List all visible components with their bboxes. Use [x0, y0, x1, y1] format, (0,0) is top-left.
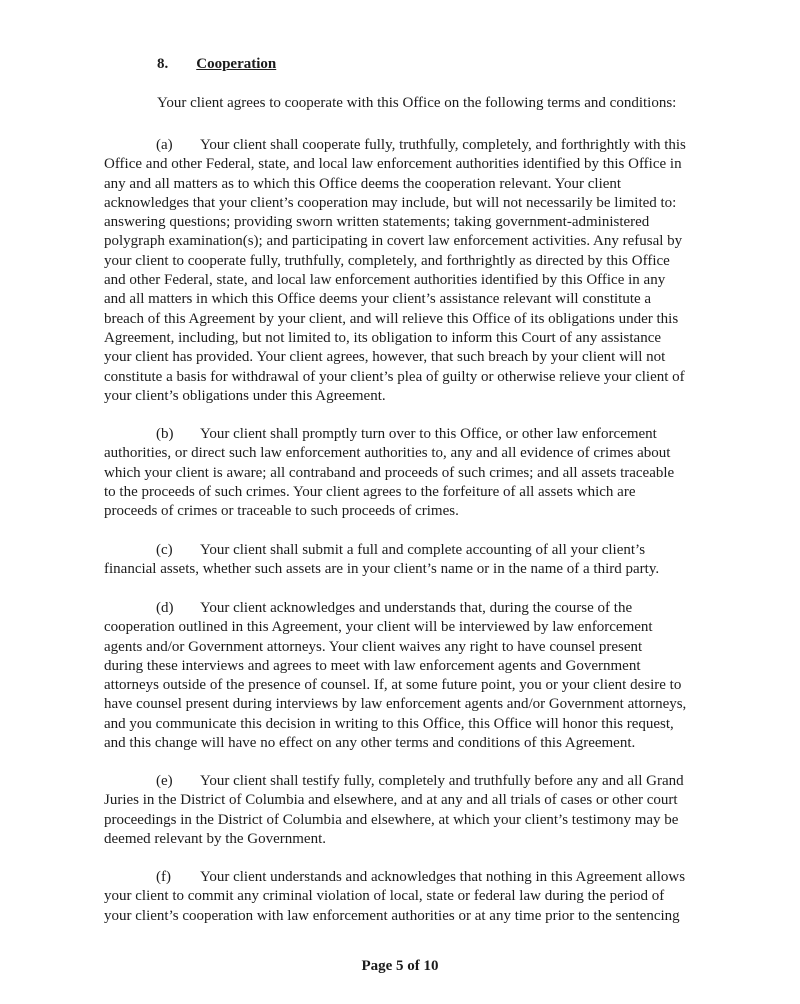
- paragraph-line: Your client understands and acknowledges that nothing in this Agreement allows: [200, 869, 686, 885]
- paragraph-f: [104, 868, 744, 926]
- paragraph-line: agents and/or Government attorneys. Your client waives any right to have counsel present: [104, 638, 643, 655]
- section-heading: [157, 56, 276, 73]
- paragraph-label: (c): [156, 542, 173, 558]
- paragraph-line: constitute a basis for withdrawal of your client’s plea of guilty or otherwise relieve your client of: [104, 368, 685, 385]
- paragraph-label: (f): [156, 869, 171, 885]
- paragraph-line: your client to cooperate fully, truthfully, completely, and forthrightly as directed by this Office: [104, 252, 670, 269]
- paragraph-line: and you communicate this decision in writing to this Office, this Office will honor this request,: [104, 715, 674, 732]
- paragraph-line: Your client shall cooperate fully, truthfully, completely, and forthrightly with this: [200, 137, 686, 153]
- paragraph-line: and all matters in which this Office deems your client’s assistance relevant will constitute a: [104, 291, 652, 308]
- paragraph-line: polygraph examination(s); and participating in covert law enforcement activities. Any refusal by: [104, 233, 683, 250]
- paragraph-line: and other Federal, state, and local law enforcement authorities identified by this Office in any: [104, 272, 666, 289]
- paragraph-line: Your client shall promptly turn over to this Office, or other law enforcement: [200, 426, 657, 442]
- paragraph-line: answering questions; providing sworn written statements; taking government-administered: [104, 214, 650, 231]
- paragraph-line: Agreement, including, but not limited to, its obligation to inform this Court of any assistance: [104, 329, 662, 346]
- paragraph-e: [104, 772, 744, 849]
- section-title: Cooperation: [196, 56, 277, 72]
- paragraph-line: to the proceeds of such crimes. Your client agrees to the forfeiture of all assets which are: [104, 483, 636, 500]
- paragraph-line: which your client is aware; all contraband and proceeds of such crimes; and all assets traceable: [104, 464, 675, 481]
- section-number: 8.: [157, 56, 169, 72]
- paragraph-line: deemed relevant by the Government.: [104, 830, 326, 847]
- page-number-footer: Page 5 of 10: [361, 958, 439, 974]
- section-intro: Your client agrees to cooperate with this Office on the following terms and conditions:: [157, 95, 677, 111]
- paragraph-line: acknowledges that your client’s cooperation may include, but will not necessarily be limited to:: [104, 194, 677, 211]
- paragraph-line: your client to commit any criminal violation of local, state or federal law during the period of: [104, 888, 665, 905]
- paragraph-label: (b): [156, 426, 174, 442]
- paragraph-line: proceeds of crimes or traceable to such proceeds of crimes.: [104, 503, 459, 520]
- paragraph-label: (e): [156, 773, 173, 789]
- paragraph-line: have counsel present during interviews by law enforcement agents and/or Government attorneys,: [104, 696, 687, 713]
- paragraph-line: Office and other Federal, state, and local law enforcement authorities identified by this Office in: [104, 156, 682, 173]
- paragraph-b: [104, 425, 744, 521]
- paragraph-line: attorneys outside of the presence of counsel. If, at some future point, you or your client desire to: [104, 677, 682, 694]
- paragraph-line: Your client shall testify fully, completely and truthfully before any and all Grand: [200, 773, 684, 789]
- paragraph-line: your client has provided. Your client agrees, however, that such breach by your client will not: [104, 349, 666, 366]
- paragraph-line: your client’s obligations under this Agreement.: [104, 387, 386, 404]
- paragraph-d: [104, 599, 744, 753]
- paragraph-line: your client’s cooperation with law enforcement authorities or at any time prior to the sentencing: [104, 907, 680, 924]
- paragraph-line: Juries in the District of Columbia and elsewhere, and at any and all trials of cases or other court: [104, 792, 678, 809]
- paragraph-line: and this change will have no effect on any other terms and conditions of this Agreement.: [104, 735, 636, 752]
- paragraph-line: breach of this Agreement by your client, and will relieve this Office of its obligations under this: [104, 310, 679, 327]
- paragraph-line: any and all matters as to which this Office deems the cooperation relevant. Your client: [104, 175, 622, 192]
- paragraph-a: [104, 136, 744, 406]
- paragraph-line: during these interviews and agrees to meet with law enforcement agents and Government: [104, 657, 641, 674]
- paragraph-label: (d): [156, 600, 174, 616]
- paragraph-line: Your client shall submit a full and complete accounting of all your client’s: [200, 542, 646, 558]
- paragraph-c: [104, 541, 744, 580]
- paragraph-line: authorities, or direct such law enforcement authorities to, any and all evidence of crimes about: [104, 445, 671, 462]
- paragraph-line: Your client acknowledges and understands that, during the course of the: [200, 600, 633, 616]
- paragraph-line: cooperation outlined in this Agreement, your client will be interviewed by law enforcement: [104, 619, 653, 636]
- paragraph-line: financial assets, whether such assets are in your client’s name or in the name of a third party.: [104, 561, 660, 578]
- paragraph-line: proceedings in the District of Columbia and elsewhere, at which your client’s testimony may be: [104, 811, 679, 828]
- paragraph-label: (a): [156, 137, 173, 153]
